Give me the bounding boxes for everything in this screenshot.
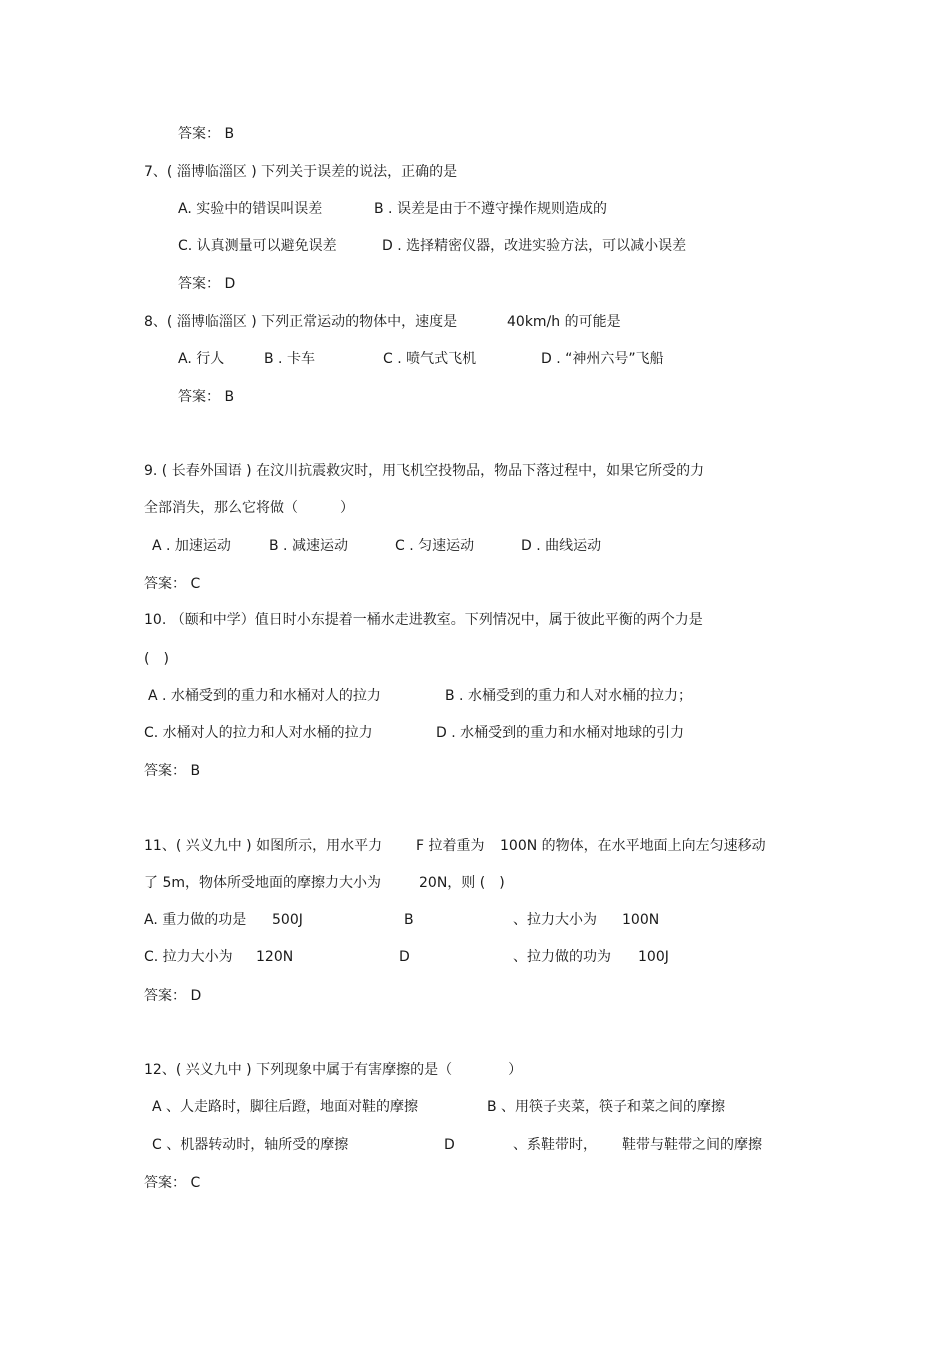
q11-option-b-value: 100N <box>622 912 660 928</box>
q12-option-c: C 、机器转动时，轴所受的摩擦 <box>152 1137 349 1153</box>
q7-option-b: B . 误差是由于不遵守操作规则造成的 <box>374 201 607 217</box>
q10-option-c: C. 水桶对人的拉力和人对水桶的拉力 <box>144 725 373 741</box>
q6-answer: 答案： B <box>178 126 235 142</box>
q8-stem-part2: 40km/h 的可能是 <box>507 314 621 330</box>
q12-option-d-part1: 、系鞋带时， <box>513 1137 597 1153</box>
q9-option-b: B . 减速运动 <box>269 538 348 554</box>
q11-option-c-value: 120N <box>256 949 294 965</box>
q8-option-a: A. 行人 <box>178 351 225 367</box>
q12-answer: 答案： C <box>144 1175 201 1191</box>
q11-answer: 答案： D <box>144 988 202 1004</box>
q10-option-a: A . 水桶受到的重力和水桶对人的拉力 <box>148 688 381 704</box>
q9-answer: 答案： C <box>144 576 201 592</box>
q8-stem-part1: 8、( 淄博临淄区 ) 下列正常运动的物体中，速度是 <box>144 314 458 330</box>
q11-option-b-letter: B <box>404 912 414 928</box>
q11-option-d-letter: D <box>399 949 410 965</box>
q10-answer: 答案： B <box>144 763 201 779</box>
q11-option-d-value: 100J <box>638 949 669 965</box>
q12-option-d-part2: 鞋带与鞋带之间的摩擦 <box>622 1137 762 1153</box>
q10-option-d: D . 水桶受到的重力和水桶对地球的引力 <box>436 725 685 741</box>
q12-option-a: A 、人走路时，脚往后蹬，地面对鞋的摩擦 <box>152 1099 419 1115</box>
q11-option-a-label: A. 重力做的功是 <box>144 912 247 928</box>
q11-option-a-value: 500J <box>272 912 303 928</box>
q10-stem-line1: 10. （颐和中学）值日时小东提着一桶水走进教室。下列情况中，属于彼此平衡的两个力是 <box>144 612 703 628</box>
q7-option-a: A. 实验中的错误叫误差 <box>178 201 323 217</box>
q11-stem-line1-part1: 11、( 兴义九中 ) 如图所示，用水平力 <box>144 838 383 854</box>
q9-option-c: C . 匀速运动 <box>395 538 475 554</box>
q10-option-b: B . 水桶受到的重力和人对水桶的拉力； <box>445 688 692 704</box>
q11-stem-line1-part3: 100N 的物体，在水平地面上向左匀速移动 <box>500 838 766 854</box>
q8-option-d: D . “神州六号”飞船 <box>541 351 664 367</box>
q7-option-c: C. 认真测量可以避免误差 <box>178 238 337 254</box>
q9-stem-line1: 9. ( 长春外国语 ) 在汶川抗震救灾时，用飞机空投物品，物品下落过程中，如果它所受的力 <box>144 463 705 479</box>
q8-option-c: C . 喷气式飞机 <box>383 351 477 367</box>
q11-option-c-label: C. 拉力大小为 <box>144 949 233 965</box>
q11-option-d-label: 、拉力做的功为 <box>513 949 611 965</box>
q8-answer: 答案： B <box>178 389 235 405</box>
q7-stem: 7、( 淄博临淄区 ) 下列关于误差的说法，正确的是 <box>144 164 458 180</box>
q12-option-d-letter: D <box>444 1137 455 1153</box>
q7-answer: 答案： D <box>178 276 236 292</box>
q12-option-b: B 、用筷子夹菜，筷子和菜之间的摩擦 <box>487 1099 726 1115</box>
q10-stem-line2: ( ) <box>144 651 169 667</box>
q12-stem: 12、( 兴义九中 ) 下列现象中属于有害摩擦的是（ ） <box>144 1062 523 1078</box>
q11-stem-line2-part2: 20N，则 ( ) <box>419 875 505 891</box>
q11-stem-line2-part1: 了 5m，物体所受地面的摩擦力大小为 <box>144 875 381 891</box>
q9-stem-line2: 全部消失，那么它将做（ ） <box>144 500 354 516</box>
q9-option-d: D . 曲线运动 <box>521 538 602 554</box>
q7-option-d: D . 选择精密仪器，改进实验方法，可以减小误差 <box>382 238 687 254</box>
q8-option-b: B . 卡车 <box>264 351 315 367</box>
q11-stem-line1-part2: F 拉着重为 <box>416 838 485 854</box>
q11-option-b-label: 、拉力大小为 <box>513 912 597 928</box>
q9-option-a: A . 加速运动 <box>152 538 231 554</box>
